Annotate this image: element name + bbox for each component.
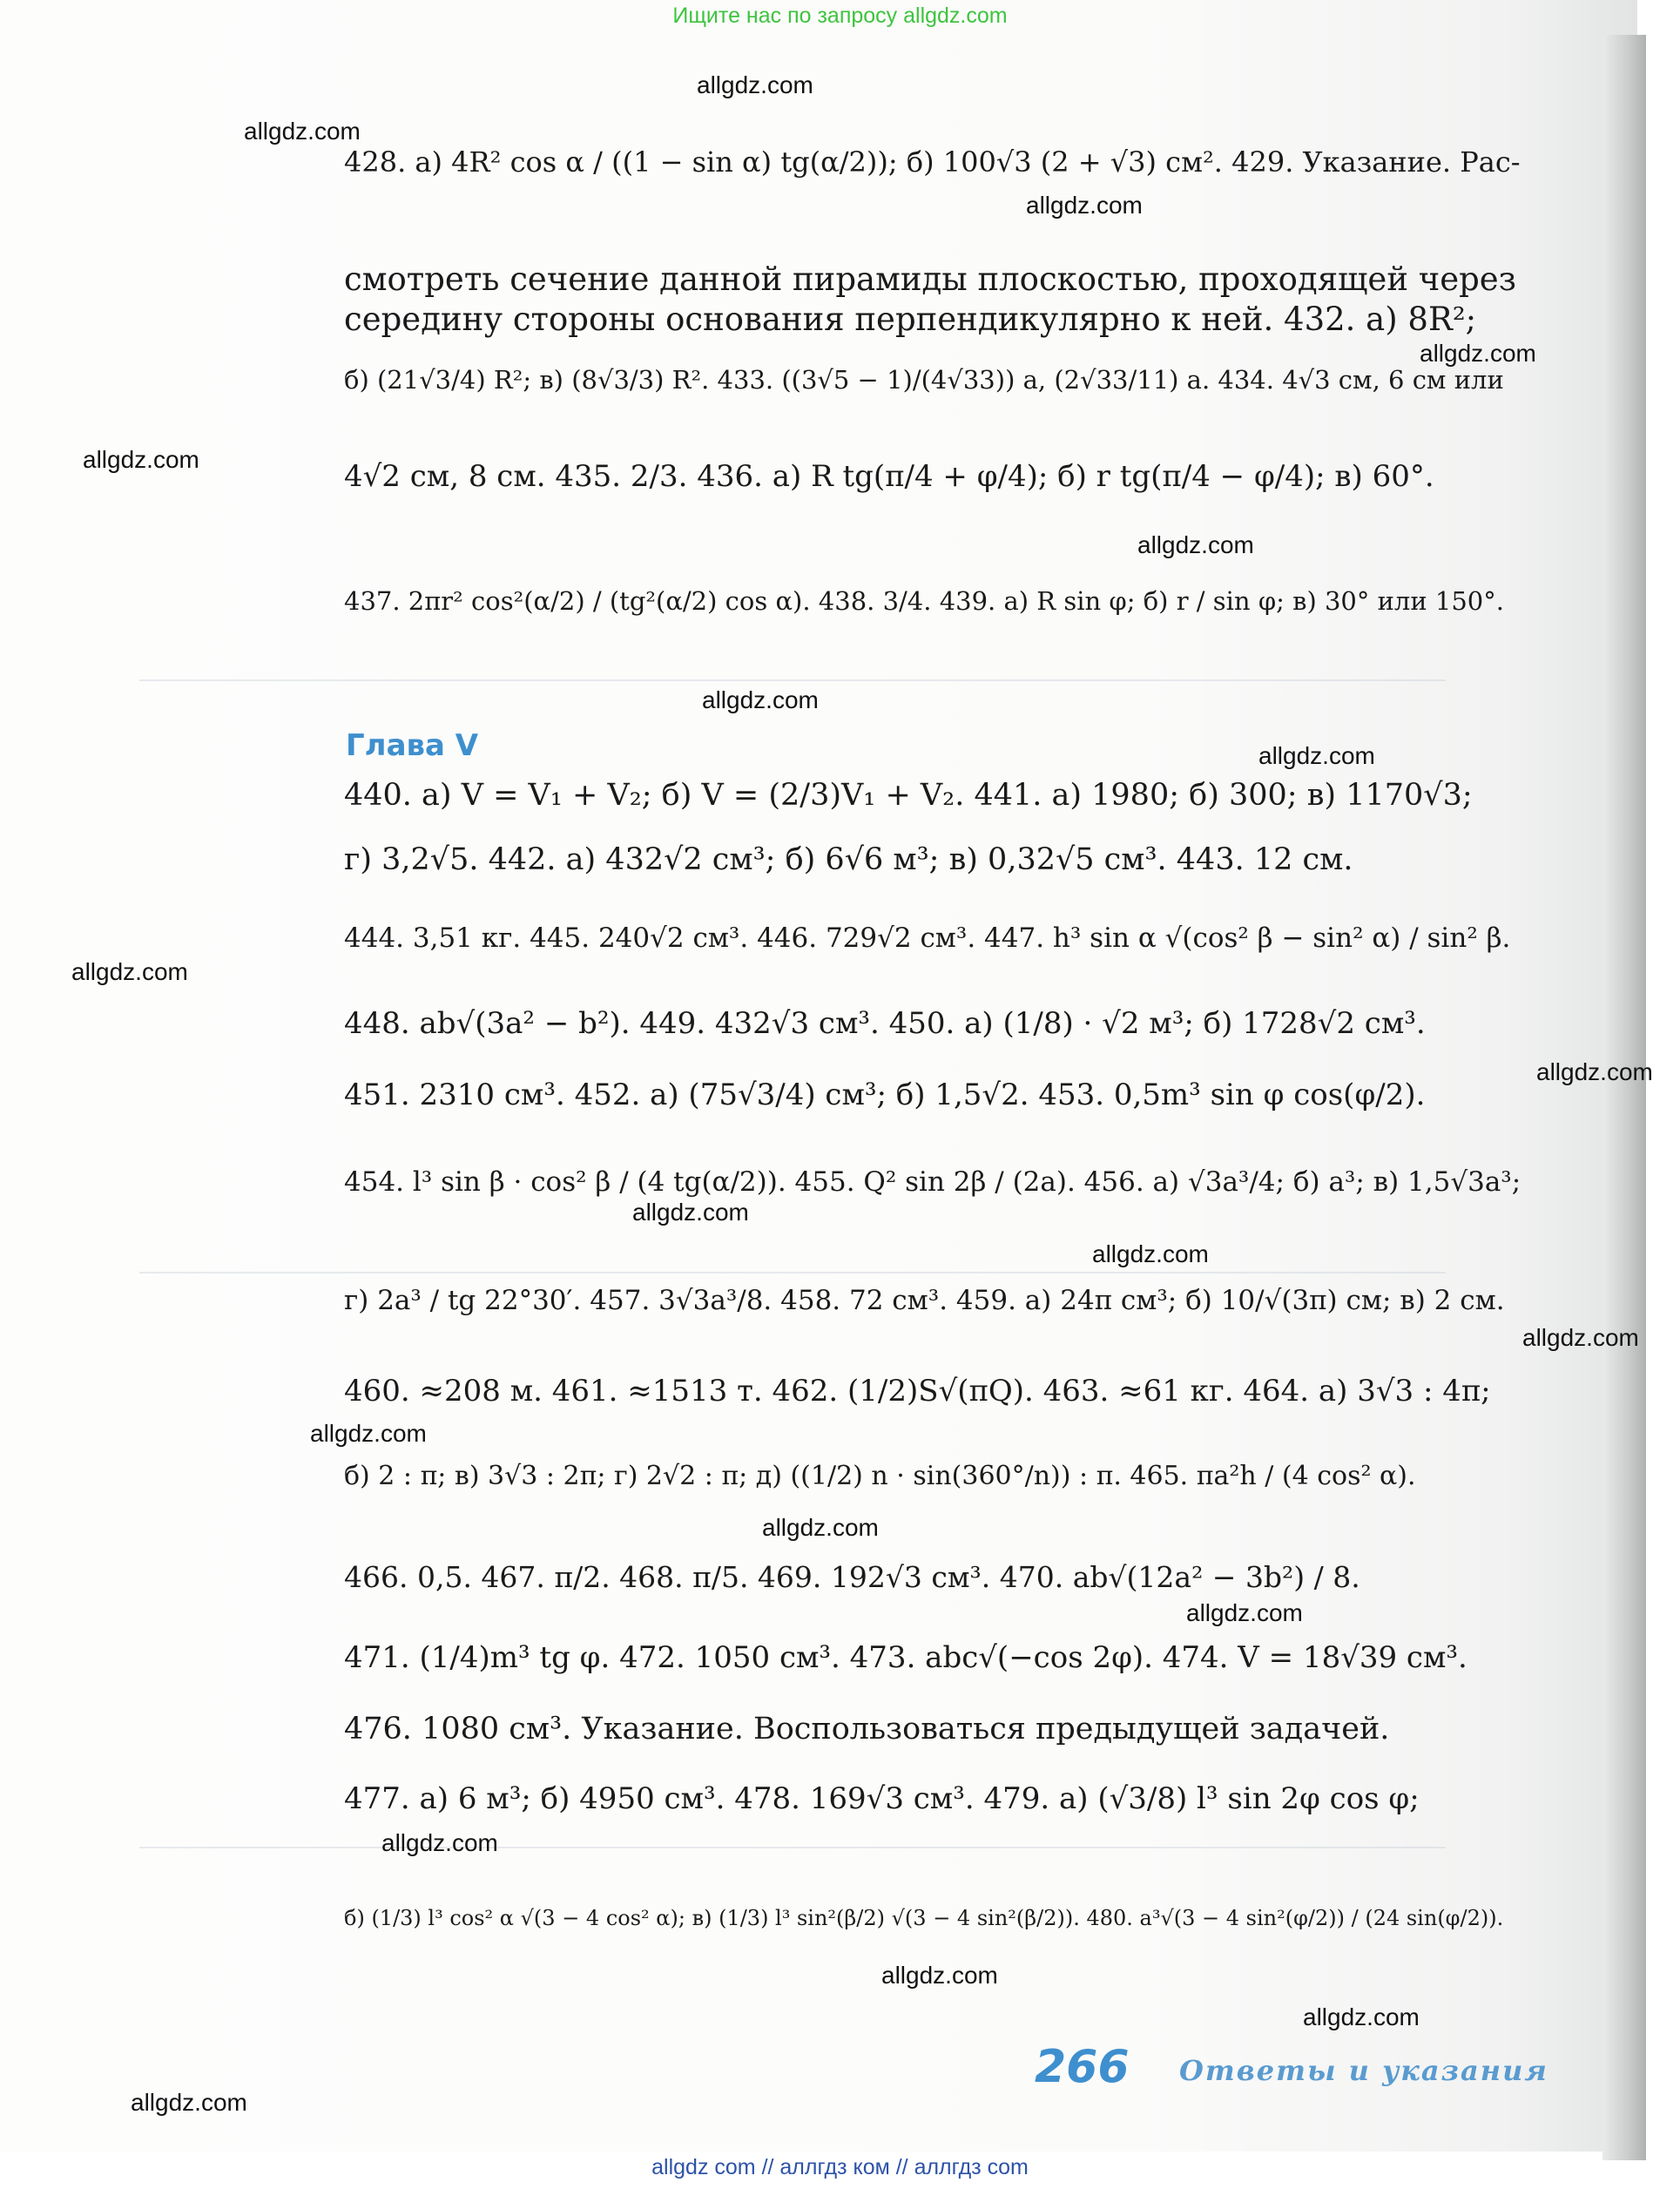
- answer-line-444: 444. 3,51 кг. 445. 240√2 см³. 446. 729√2 см³. 447. h³ sin α √(cos² β − sin² α) / sin² β.: [344, 922, 1511, 954]
- answer-line-466: 466. 0,5. 467. π/2. 468. π/5. 469. 192√3 см³. 470. ab√(12a² − 3b²) / 8.: [344, 1560, 1360, 1594]
- watermark: allgdz.com: [131, 2089, 247, 2116]
- answer-line-477: 477. а) 6 м³; б) 4950 см³. 478. 169√3 см³. 479. а) (√3/8) l³ sin 2φ cos φ;: [344, 1781, 1420, 1816]
- watermark: allgdz.com: [244, 118, 361, 145]
- show-through-line: [139, 1847, 1446, 1848]
- answer-line-476: 476. 1080 см³. Указание. Воспользоваться предыдущей задачей.: [344, 1712, 1390, 1746]
- answer-line-437: 437. 2πr² cos²(α/2) / (tg²(α/2) cos α). 438. 3/4. 439. а) R sin φ; б) r / sin φ; в) 30° или 150°.: [344, 586, 1504, 616]
- show-through-line: [139, 679, 1446, 681]
- show-through-line: [139, 1272, 1446, 1274]
- answer-line-457: г) 2a³ / tg 22°30′. 457. 3√3a³/8. 458. 72 см³. 459. а) 24π см³; б) 10/√(3π) см; в) 2 см.: [344, 1285, 1505, 1316]
- answer-line-471: 471. (1/4)m³ tg φ. 472. 1050 см³. 473. abc√(−cos 2φ). 474. V = 18√39 см³.: [344, 1640, 1467, 1675]
- answer-line-454: 454. l³ sin β · cos² β / (4 tg(α/2)). 455. Q² sin 2β / (2a). 456. а) √3a³/4; б) a³; в) 1,5√3a³;: [344, 1166, 1521, 1198]
- top-banner[interactable]: Ищите нас по запросу allgdz.com: [672, 3, 1008, 28]
- answer-line-428: 428. а) 4R² cos α / ((1 − sin α) tg(α/2)); б) 100√3 (2 + √3) см². 429. Указание. Рас-: [344, 145, 1521, 179]
- answer-line-440: 440. а) V = V₁ + V₂; б) V = (2/3)V₁ + V₂. 441. а) 1980; б) 300; в) 1170√3;: [344, 778, 1473, 813]
- watermark: allgdz.com: [697, 71, 813, 98]
- watermark: allgdz.com: [381, 1829, 498, 1856]
- answer-line-435: 4√2 см, 8 см. 435. 2/3. 436. а) R tg(π/4 + φ/4); б) r tg(π/4 − φ/4); в) 60°.: [344, 459, 1434, 494]
- watermark: allgdz.com: [83, 446, 199, 473]
- watermark: allgdz.com: [71, 958, 188, 985]
- watermark: allgdz.com: [1536, 1058, 1653, 1085]
- answer-line-448: 448. ab√(3a² − b²). 449. 432√3 см³. 450. а) (1/8) · √2 м³; б) 1728√2 см³.: [344, 1006, 1426, 1041]
- watermark: allgdz.com: [762, 1514, 879, 1541]
- watermark: allgdz.com: [1186, 1599, 1303, 1626]
- answer-line-433: б) (21√3/4) R²; в) (8√3/3) R². 433. ((3√5 − 1)/(4√33)) a, (2√33/11) a. 434. 4√3 см, 6 см или: [344, 365, 1504, 395]
- answer-line-464-cont: б) 2 : π; в) 3√3 : 2π; г) 2√2 : π; д) ((1/2) n · sin(360°/n)) : π. 465. πa²h / (4 cos² α).: [344, 1461, 1416, 1491]
- page-number: 266: [1035, 2041, 1130, 2093]
- answer-line-460: 460. ≈208 м. 461. ≈1513 т. 462. (1/2)S√(πQ). 463. ≈61 кг. 464. а) 3√3 : 4π;: [344, 1374, 1491, 1409]
- chapter-title: Глава V: [346, 728, 479, 763]
- watermark: allgdz.com: [1522, 1324, 1639, 1351]
- answer-line-429-cont: смотреть сечение данной пирамиды плоскостью, проходящей через: [344, 260, 1516, 298]
- watermark: allgdz.com: [1092, 1240, 1209, 1267]
- watermark: allgdz.com: [1137, 531, 1254, 558]
- answer-line-442: г) 3,2√5. 442. а) 432√2 см³; б) 6√6 м³; в) 0,32√5 см³. 443. 12 см.: [344, 842, 1353, 877]
- answer-line-432: середину стороны основания перпендикулярно к ней. 432. а) 8R²;: [344, 301, 1477, 338]
- watermark: allgdz.com: [632, 1199, 749, 1226]
- watermark: allgdz.com: [1303, 2003, 1420, 2030]
- section-title: Ответы и указания: [1179, 2054, 1548, 2087]
- answer-line-479-cont: б) (1/3) l³ cos² α √(3 − 4 cos² α); в) (1/3) l³ sin²(β/2) √(3 − 4 sin²(β/2)). 480. a³√(3 − 4 sin²(φ/2)) / (24 sin(φ/2)).: [344, 1906, 1504, 1930]
- watermark: allgdz.com: [310, 1420, 427, 1447]
- watermark: allgdz.com: [702, 686, 819, 713]
- answer-line-451: 451. 2310 см³. 452. а) (75√3/4) см³; б) 1,5√2. 453. 0,5m³ sin φ cos(φ/2).: [344, 1078, 1426, 1112]
- watermark: allgdz.com: [1026, 192, 1143, 219]
- page-edge: [1646, 35, 1680, 2160]
- watermark: allgdz.com: [881, 1962, 998, 1989]
- bottom-banner[interactable]: allgdz com // аллгдз ком // аллгдз com: [651, 2155, 1029, 2179]
- watermark: allgdz.com: [1258, 742, 1375, 769]
- watermark: allgdz.com: [1420, 340, 1536, 367]
- page-binding-shadow: [1602, 35, 1646, 2160]
